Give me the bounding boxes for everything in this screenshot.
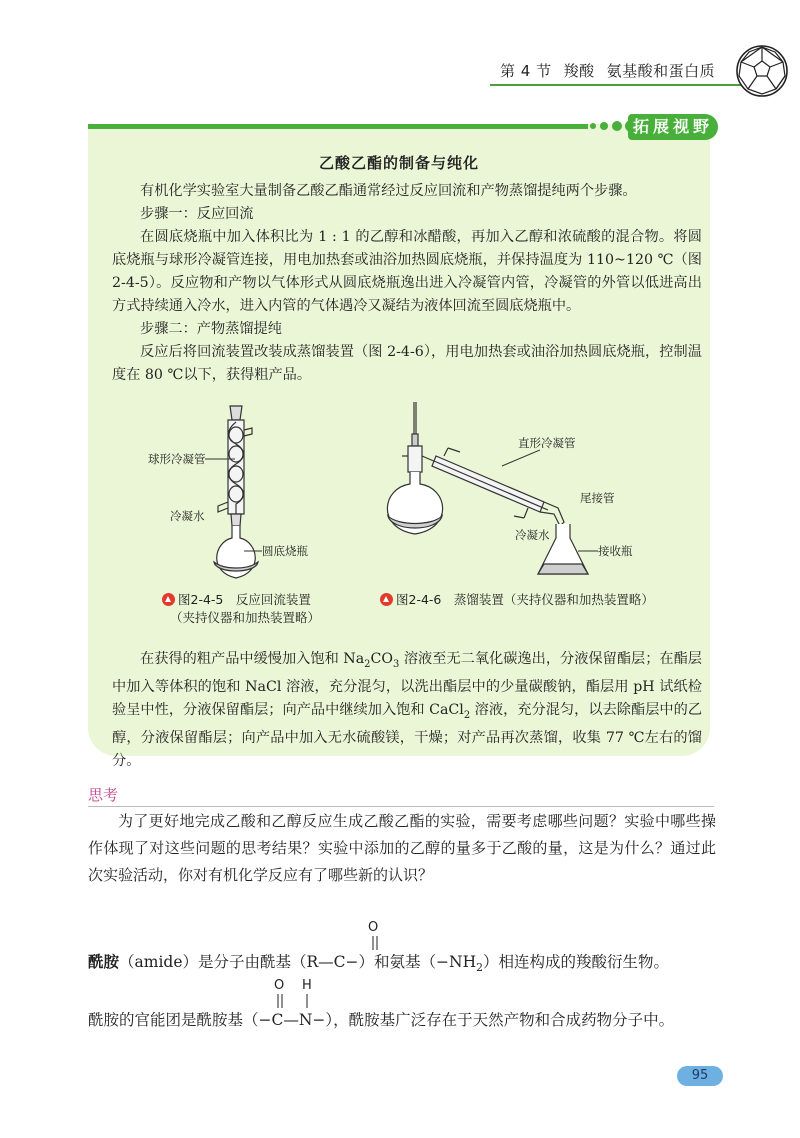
fig1-caption-line2: （夹持仪器和加热装置略） [170,610,321,625]
fig2-label-adapter: 尾接管 [580,491,615,505]
header-rule [490,84,745,86]
think-heading: 思考 [88,786,119,804]
amide-group-bonds [276,994,316,1008]
step2-text: 反应后将回流装置改装成蒸馏装置（图 2-4-6），用电加热套或油浴加热圆底烧瓶，控制温度在 80 ℃以下，获得粗产品。 [112,344,702,383]
fig2-label-condenser: 直形冷凝管 [518,436,576,450]
fig2-caption [380,590,654,608]
figure-marker-icon [380,593,393,606]
amide-definition: 酰胺（amide）是分子由酰基（R—C−）和氨基$(-NH_2)$相连构成的羧酸衍生物。 [88,952,670,975]
fig1-leader-condenser [205,457,235,461]
fig1-label-flask: 圆底烧瓶 [262,544,308,558]
header-chapter: 羧酸 [563,62,595,80]
think-rule [88,806,714,807]
page-number: 95 [677,1066,723,1086]
amide-group-oxygen: O [274,978,285,993]
amide-group-hydrogen: H [302,978,312,993]
header-subtitle: 氨基酸和蛋白质 [606,62,716,80]
distillation-apparatus-figure [378,398,608,588]
header-section: 第 4 节 [500,62,552,80]
step1-title: 步骤一：反应回流 [140,206,254,222]
fig1-leader-flask [244,549,262,553]
fig2-leader-receiver [578,549,598,553]
fullerene-icon [735,44,789,98]
header-title [500,60,730,81]
fig1-label-water: 冷凝水 [170,509,205,523]
fig2-label-receiver: 接收瓶 [598,544,633,558]
step1-text: 在圆底烧瓶中加入体积比为 1 : 1 的乙醇和冰醋酸，再加入乙醇和浓硫酸的混合物。将圆底烧瓶与球形冷凝管连接，用电加热套或油浴加热圆底烧瓶，并保持温度为 110~120 ℃（图 2-4-5）。反应物和产物以气体形式从圆底烧瓶逸出进入冷凝管内管，冷凝管的外管以低进高出方式持续通入冷水，进入内管的气体遇冷又凝结为液体回流至圆底烧瓶中。 [112,229,702,314]
purification-text: 在获得的粗产品中缓慢加入饱和 $Na_2CO_3$ 溶液至无二氧化碳逸出，分液保留酯层；在酯层中加入等体积的饱和 NaCl 溶液，充分混匀，以洗出酯层中的少量碳酸钠，酯层用 pH 试纸检验呈中性，分液保留酯层；向产品中继续加入饱和 CaCl$_2$ 溶液，充分混匀，以去除酯层中的乙醇，分液保留酯层；向产品中加入无水硫酸镁，干燥；对产品再次蒸馏，收集 77 ℃左右的馏分。 [112,651,703,769]
box-title: 乙酸乙酯的制备与纯化 [318,154,479,172]
fig2-label-water: 冷凝水 [515,528,550,542]
think-text: 为了更好地完成乙酸和乙醇反应生成乙酸乙酯的实验，需要考虑哪些问题？实验中哪些操作体现了对这些问题的思考结果？实验中添加的乙醇的量多于乙酸的量，这是为什么？通过此次实验活动，你对有机化学反应有了哪些新的认识？ [88,812,716,884]
amide-functional-group: 酰胺的官能团是酰胺基（−C—N−），酰胺基广泛存在于天然产物和合成药物分子中。 [88,1011,675,1029]
fig1-caption-text: 图2-4-5 反应回流装置 [178,592,311,607]
fig2-leader-condenser [500,448,540,468]
extension-tag: 拓展视野 [628,114,718,140]
box-intro: 有机化学实验室大量制备乙酸乙酯通常经过反应回流和产物蒸馏提纯两个步骤。 [140,183,637,199]
amide-acyl-oxygen: O [368,920,379,935]
figure-marker-icon [162,593,175,606]
fig1-caption [162,590,311,608]
fig2-caption-text: 图2-4-6 蒸馏装置（夹持仪器和加热装置略） [396,592,654,607]
amide-term: 酰胺 [88,952,120,971]
acyl-double-bond [370,936,380,950]
extension-bar [88,124,588,129]
fig1-label-condenser: 球形冷凝管 [148,452,206,466]
step2-title: 步骤二：产物蒸馏提纯 [140,321,282,337]
